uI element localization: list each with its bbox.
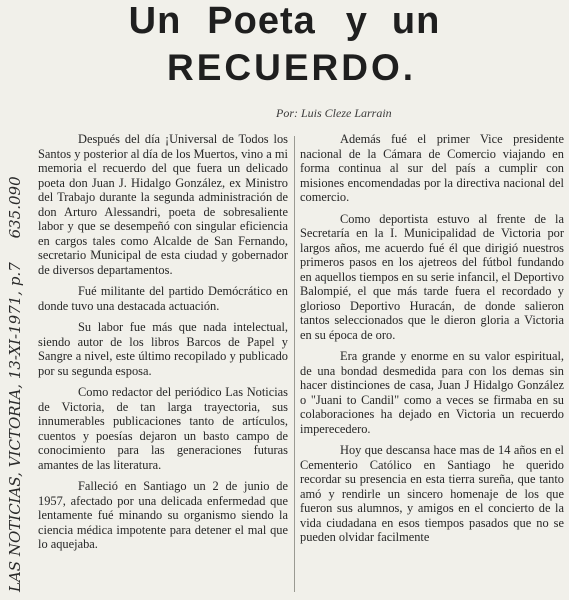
article-column-left — [38, 132, 288, 559]
byline: Por: Luis Cleze Larrain — [276, 106, 392, 120]
paragraph: Como deportista estuvo al frente de la Secretaría en la I. Municipalidad de Victoria por largos años, me acuerdo fué él que dirigió nuestros primeros pasos en los ajetreos del fútbol fundando en aquellos tiempos en su serie infancil, el Deportivo Balompié, el que más tarde fuera el recordado y glorioso Deportivo Huracán, de donde salieron tantos seleccionados que le dieron gloria a Victoria en su época de oro. — [300, 211, 564, 342]
source-note: LAS NOTICIAS, VICTORIA, 13-XI-1971, p.7 — [6, 262, 24, 592]
column-divider — [294, 136, 295, 592]
paragraph: Como redactor del periódico Las Noticias de Victoria, de tan larga trayectoria, sus innumerables publicaciones tanto de artículos, cuentos y poesías dejaron un basto campo de conocimiento para las generaciones futuras amantes de las literatura. — [38, 385, 288, 472]
handwritten-archive-note — [6, 122, 24, 592]
archive-number: 635.090 — [6, 176, 24, 239]
paragraph: Su labor fue más que nada intelectual, siendo autor de los libros Barcos de Papel y Sangre a nivel, este último recopilado y publicado por su segunda esposa. — [38, 320, 288, 378]
headline-word: Un — [128, 0, 182, 42]
paragraph: Además fué el primer Vice presidente nacional de la Cámara de Comercio viajando en forma continua al sur del país a cumplir con misiones encomendadas por la directiva nacional del comercio. — [300, 132, 564, 204]
headline-line-1 — [0, 0, 569, 42]
headline-word: y — [345, 0, 368, 42]
paragraph: Falleció en Santiago un 2 de junio de 1957, afectado por una delicada enfermedad que lentamente fué minando su organismo siendo la ciencia médica impotente para detener el mal que lo aquejaba. — [38, 479, 288, 551]
paragraph: Hoy que descansa hace mas de 14 años en el Cementerio Católico en Santiago he querido recordar su presencia en esta tierra sureña, que tanto amó y rendirle un sincero homenaje de los que fueron sus alumnos, y amigos en el concierto de la vida ciudadana en esos tiempos pasados que no se pueden olvidar facilmente — [300, 443, 564, 544]
paragraph: Después del día ¡Universal de Todos los Santos y posterior al día de los Muertos, vino a mi memoria el recuerdo del que fuera un delicado poeta don Juan J. Hidalgo González, ex Ministro del Trabajo durante la segunda administración de don Arturo Alessandri, poeta de sobresaliente labor y que se desempeñó con singular eficiencia en cargos tales como Alcalde de San Fernando, secretario Municipal de esta ciudad y gobernador de diversos departamentos. — [38, 132, 288, 277]
article-column-right — [300, 132, 564, 552]
headline-line-2: RECUERDO. — [166, 47, 417, 88]
paragraph: Fué militante del partido Demócrático en donde tuvo una destacada actuación. — [38, 284, 288, 313]
headline-word: un — [391, 0, 441, 42]
paragraph: Era grande y enorme en su valor espiritual, de una bondad desmedida para con los demas sin hacer distinciones de casa, Juan J Hidalgo González o "Juani to Candil" como a veces se firmaba en su colaboraciones ha dejado en Victoria un recuerdo imperecedero. — [300, 349, 564, 436]
headline-word: Poeta — [207, 0, 316, 42]
